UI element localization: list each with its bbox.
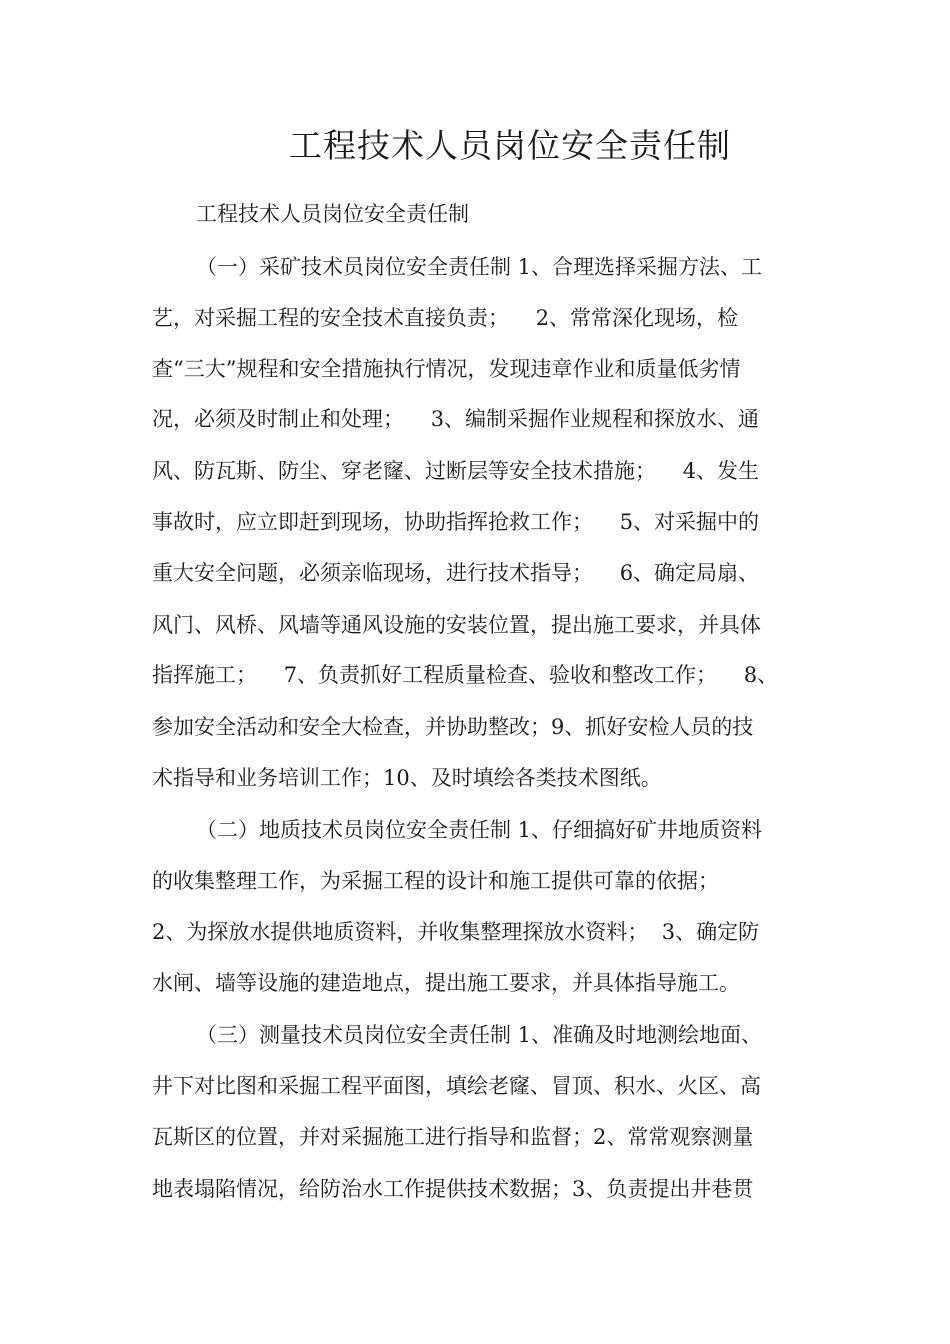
body-line: 水闸、墙等设施的建造地点，提出施工要求，并具体指导施工。 <box>152 971 740 995</box>
body-line: 查“三大”规程和安全措施执行情况，发现违章作业和质量低劣情 <box>152 357 741 381</box>
body-line: 参加安全活动和安全大检查，并协助整改；9、抓好安检人员的技 <box>152 715 754 739</box>
body-line: （二）地质技术员岗位安全责任制 1、仔细搞好矿井地质资料 <box>196 818 763 842</box>
body-line: 重大安全问题，必须亲临现场，进行技术指导； 6、确定局扇、 <box>152 561 760 585</box>
subtitle-line: 工程技术人员岗位安全责任制 <box>196 202 469 226</box>
body-line: 2、为探放水提供地质资料，并收集整理探放水资料； 3、确定防 <box>152 920 760 944</box>
body-line: 的收集整理工作，为采掘工程的设计和施工提供可靠的依据； <box>152 869 719 893</box>
body-line: 地表塌陷情况，给防治水工作提供技术数据；3、负责提出井巷贯 <box>152 1177 754 1201</box>
body-line: 术指导和业务培训工作；10、及时填绘各类技术图纸。 <box>152 766 662 790</box>
body-line: 瓦斯区的位置，并对采掘施工进行指导和监督；2、常常观察测量 <box>152 1125 754 1149</box>
body-line: 风、防瓦斯、防尘、穿老窿、过断层等安全技术措施； 4、发生 <box>152 459 760 483</box>
body-line: 艺，对采掘工程的安全技术直接负责； 2、常常深化现场，检 <box>152 306 739 330</box>
document-title: 工程技术人员岗位安全责任制 <box>289 126 731 165</box>
body-line: （三）测量技术员岗位安全责任制 1、准确及时地测绘地面、 <box>196 1023 763 1047</box>
body-line: 事故时，应立即赶到现场，协助指挥抢救工作； 5、对采掘中的 <box>152 510 760 534</box>
body-line: 指挥施工； 7、负责抓好工程质量检查、验收和整改工作； 8、 <box>152 663 779 687</box>
body-line: （一）采矿技术员岗位安全责任制 1、合理选择采掘方法、工 <box>196 255 763 279</box>
body-line: 井下对比图和采掘工程平面图，填绘老窿、冒顶、积水、火区、高 <box>152 1074 761 1098</box>
body-line: 风门、风桥、风墙等通风设施的安装位置，提出施工要求，并具体 <box>152 613 761 637</box>
body-line: 况，必须及时制止和处理； 3、编制采掘作业规程和探放水、通 <box>152 407 760 431</box>
